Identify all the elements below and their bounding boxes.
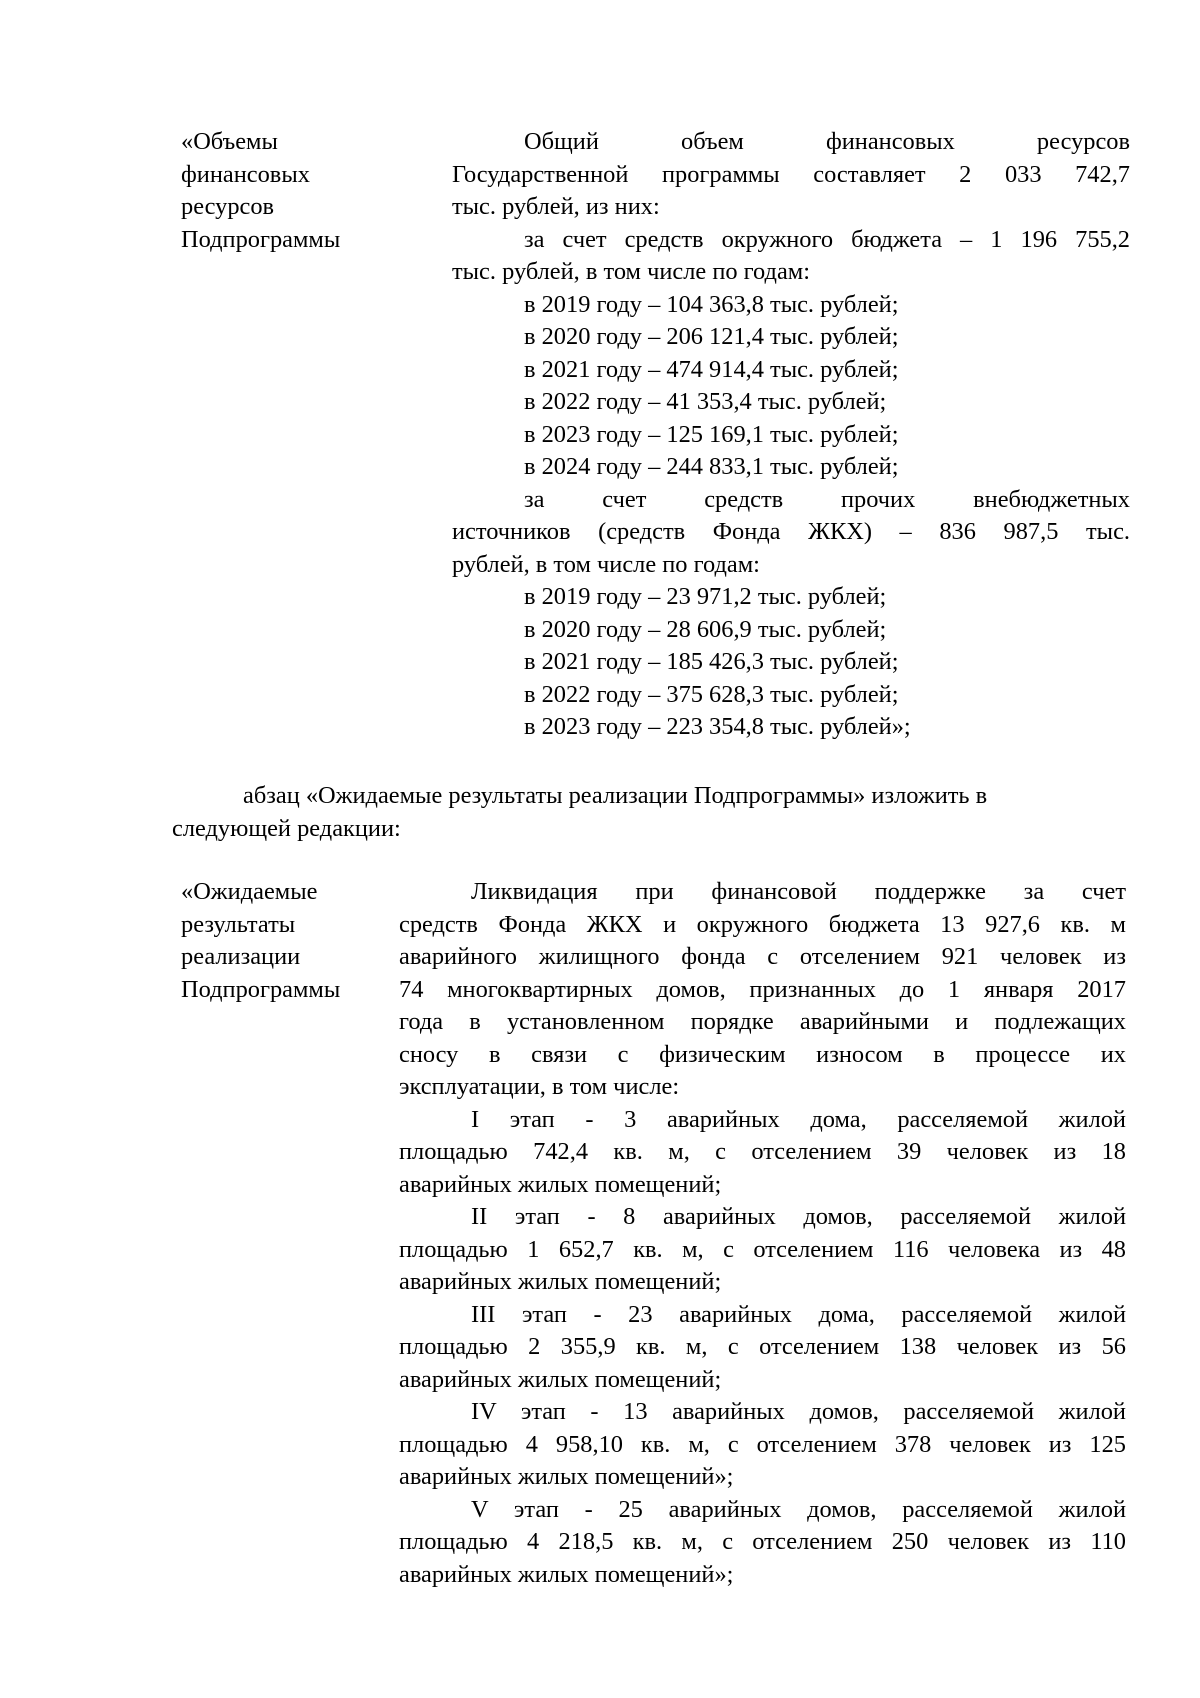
financial-resources-text-line: в 2023 году – 125 169,1 тыс. рублей; xyxy=(524,420,899,448)
financial-resources-content xyxy=(452,126,1130,744)
amendment-paragraph-line-2: следующей редакции: xyxy=(172,815,401,842)
financial-resources-text-line: в 2019 году – 23 971,2 тыс. рублей; xyxy=(524,583,887,610)
expected-results-text-line: эксплуатации, в том числе: xyxy=(399,1073,680,1100)
financial-resources-text-line: за счет средств окружного бюджета – 1 196 755,2 xyxy=(524,225,1130,253)
financial-resources-label-line: «Объемы xyxy=(181,128,278,155)
financial-resources-label xyxy=(181,126,340,256)
financial-resources-text-line: тыс. рублей, в том числе по годам: xyxy=(452,258,810,285)
financial-resources-text-line: в 2023 году – 223 354,8 тыс. рублей»; xyxy=(524,713,911,740)
expected-results-text-line: 74 многоквартирных домов, признанных до 1 января 2017 xyxy=(399,975,1126,1003)
expected-results-label-line: реализации xyxy=(181,943,301,970)
expected-results-label-line: «Ожидаемые xyxy=(181,878,318,905)
expected-results-text-line: средств Фонда ЖКХ и окружного бюджета 13 927,6 кв. м xyxy=(399,910,1126,938)
expected-results-label-line: результаты xyxy=(181,910,296,938)
amendment-paragraph xyxy=(243,780,1123,813)
financial-resources-text-line: в 2020 году – 28 606,9 тыс. рублей; xyxy=(524,615,887,643)
expected-results-text-line: IV этап - 13 аварийных домов, расселяемой жилой xyxy=(471,1398,1126,1425)
expected-results-label-line: Подпрограммы xyxy=(181,975,341,1003)
expected-results-text-line: аварийных жилых помещений; xyxy=(399,1365,722,1393)
expected-results-text-line: II этап - 8 аварийных домов, расселяемой жилой xyxy=(471,1203,1126,1230)
expected-results-text-line: Ликвидация при финансовой поддержке за счет xyxy=(471,878,1126,905)
expected-results-text-line: V этап - 25 аварийных домов, расселяемой жилой xyxy=(471,1495,1126,1523)
financial-resources-text-line: в 2022 году – 375 628,3 тыс. рублей; xyxy=(524,680,899,708)
financial-resources-label-line: финансовых xyxy=(181,160,310,188)
financial-resources-text-line: в 2020 году – 206 121,4 тыс. рублей; xyxy=(524,323,899,350)
financial-resources-text-line: в 2022 году – 41 353,4 тыс. рублей; xyxy=(524,388,887,415)
financial-resources-label-line: ресурсов xyxy=(181,193,275,220)
financial-resources-text-line: за счет средств прочих внебюджетных xyxy=(524,485,1130,513)
expected-results-text-line: площадью 2 355,9 кв. м, с отселением 138 человек из 56 xyxy=(399,1333,1126,1360)
expected-results-text-line: года в установленном порядке аварийными и подлежащих xyxy=(399,1008,1126,1035)
financial-resources-text-line: в 2021 году – 185 426,3 тыс. рублей; xyxy=(524,648,899,675)
financial-resources-text-line: Общий объем финансовых ресурсов xyxy=(524,128,1130,155)
expected-results-text-line: площадью 4 958,10 кв. м, с отселением 378 человек из 125 xyxy=(399,1430,1126,1458)
expected-results-text-line: аварийных жилых помещений»; xyxy=(399,1463,734,1490)
expected-results-text-line: аварийных жилых помещений; xyxy=(399,1170,722,1198)
expected-results-label xyxy=(181,876,340,1006)
financial-resources-label-line: Подпрограммы xyxy=(181,225,341,253)
expected-results-text-line: III этап - 23 аварийных дома, расселяемой жилой xyxy=(471,1300,1126,1328)
expected-results-text-line: площадью 4 218,5 кв. м, с отселением 250 человек из 110 xyxy=(399,1528,1126,1555)
financial-resources-text-line: источников (средств Фонда ЖКХ) – 836 987,5 тыс. xyxy=(452,518,1130,545)
expected-results-text-line: аварийных жилых помещений; xyxy=(399,1268,722,1295)
expected-results-text-line: аварийных жилых помещений»; xyxy=(399,1560,734,1588)
expected-results-text-line: сносу в связи с физическим износом в процессе их xyxy=(399,1040,1126,1068)
expected-results-text-line: площадью 1 652,7 кв. м, с отселением 116 человека из 48 xyxy=(399,1235,1126,1263)
amendment-paragraph-continued xyxy=(172,813,1052,846)
expected-results-text-line: аварийного жилищного фонда с отселением 921 человек из xyxy=(399,943,1126,970)
financial-resources-text-line: рублей, в том числе по годам: xyxy=(452,550,760,578)
expected-results-text-line: площадью 742,4 кв. м, с отселением 39 человек из 18 xyxy=(399,1138,1126,1165)
financial-resources-text-line: Государственной программы составляет 2 033 742,7 xyxy=(452,160,1130,188)
amendment-paragraph-line-1: абзац «Ожидаемые результаты реализации Подпрограммы» изложить в xyxy=(243,782,988,809)
financial-resources-text-line: тыс. рублей, из них: xyxy=(452,193,660,220)
financial-resources-text-line: в 2021 году – 474 914,4 тыс. рублей; xyxy=(524,355,899,383)
financial-resources-text-line: в 2019 году – 104 363,8 тыс. рублей; xyxy=(524,290,899,318)
expected-results-text-line: I этап - 3 аварийных дома, расселяемой жилой xyxy=(471,1105,1126,1133)
expected-results-content xyxy=(399,876,1126,1591)
financial-resources-text-line: в 2024 году – 244 833,1 тыс. рублей; xyxy=(524,453,899,480)
